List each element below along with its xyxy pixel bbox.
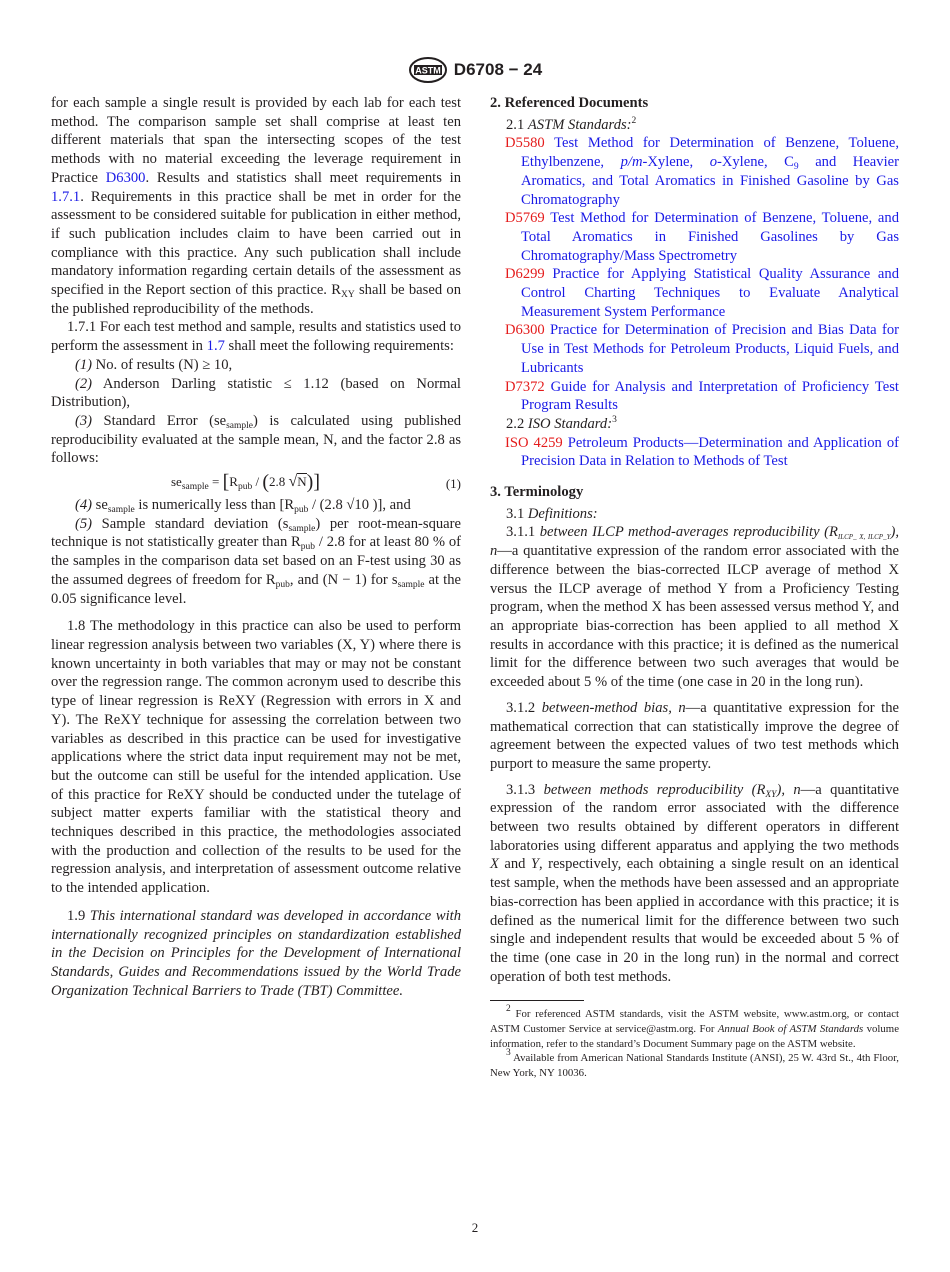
requirement-2: (2) Anderson Darling statistic ≤ 1.12 (based on Normal Distribution), — [51, 375, 461, 411]
paragraph-1-8: 1.8 The methodology in this practice can also be used to perform linear regression analysis between two variables (X, Y) where there is known uncertainty in both variables that may or may not be constant over the regression range. The common acronym used to describe this type of linear regression is ReXY (Regression with errors in X and Y). The ReXY technique for assessing the correlation between two variables as described in this practice can be used for investigative applications where the strict data input requirement may not be met, but the outcome can still be useful for the intended application. Use of this practice for ReXY should be conducted under the tutelage of subject matter experts familiar with the statistical theory and techniques described in this practice, the methodologies associated with the production and collection of the results to be used for the regression analysis, and interpretation of assessment outcome relative to the intended application. — [51, 618, 461, 897]
reference-d6300[interactable]: D6300 Practice for Determination of Precision and Bias Data for Use in Test Methods for Petroleum Products, Liquid Fuels, and Lubricants — [505, 322, 899, 376]
document-designation: D6708 − 24 — [453, 60, 543, 79]
reference-d6299[interactable]: D6299 Practice for Applying Statistical Quality Assurance and Control Charting Techniques to Evaluate Analytical Measurement System Performance — [505, 266, 899, 320]
reference-d7372[interactable]: D7372 Guide for Analysis and Interpretation of Proficiency Test Program Results — [505, 378, 899, 414]
subsection-2-2: 2.2 ISO Standard:$^3$ — [506, 414, 617, 432]
page-header — [0, 55, 950, 85]
reference-iso-4259[interactable]: ISO 4259 Petroleum Products—Determination and Application of Precision Data in Relation to Methods of Test — [505, 434, 900, 470]
section-3-heading: 3. Terminology — [490, 484, 584, 501]
footnote-3: $^3$ Available from American National Standards Institute (ANSI), 25 W. 43rd St., 4th Floor, New York, NY 10036. — [490, 1048, 899, 1079]
svg-text:ASTM: ASTM — [415, 65, 441, 76]
section-2-heading: 2. Referenced Documents — [490, 95, 649, 111]
definition-3-1-1: 3.1.1 between ILCP method-averages reproducibility $(R_{ILCP\_ X, ILCP\_Y})$, n—a quantitative expression of the random error associated with the difference between the bias-corrected ILCP average of method X versus the ILCP average of method Y from a Proficiency Testing program, when the method X has been assessed versus method Y, and an appropriate bias-correction has been applied to all method X results in accordance with this practice; it is defined as the numerical limit for the difference between two such averages that would be exceeded about 5 % of the time (one case in 20 in the long run). — [490, 524, 899, 691]
paragraph-1-9: 1.9 This international standard was developed in accordance with internationally recognized principles on standardization established in the Decision on Principles for the Development of International Standards, Guides and Recommendations issued by the World Trade Organization Technical Barriers to Trade (TBT) Committee. — [51, 907, 462, 999]
paragraph-1-7-continued: for each sample a single result is provided by each lab for each test method. The comparison sample set shall comprise at least ten different materials that span the intersecting scopes of the test methods with no material exceeding the leverage requirement in Practice D6300. Results and statistics shall meet requirements in 1.7.1. Requirements in this practice shall be met in order for the assessment to be considered suitable for publication in either method, if such publication includes claim to have been carried out in compliance with this practice. Any such publication shall include mandatory information regarding certain details of the assessment as specified in the Report section of this practice. $R_{XY}$ shall be based on the published reproducibility of the methods. — [51, 95, 461, 317]
link-1-7-1[interactable]: 1.7.1 — [51, 188, 81, 205]
left-column — [51, 94, 461, 1000]
right-column — [490, 94, 899, 1080]
equation-number: (1) — [445, 476, 461, 492]
page-number: 2 — [471, 1220, 479, 1235]
subsection-2-1: 2.1 ASTM Standards:$^2$ — [506, 115, 637, 133]
definition-3-1-3: 3.1.3 between methods reproducibility $(R_{XY})$, n—a quantitative expression of the random error associated with the difference between two results obtained by different operators in different laboratories using different apparatus and applying the two methods X and Y, respectively, each obtaining a single result on an identical test sample, when the methods have been assessed and an appropriate bias-correction has been applied in accordance with this practice; it is defined as the numerical limit for the difference between two such single and independent results that would be exceeded about 5 % of the time (one case in 20 in the long run) in the normal and correct operation of both test methods. — [490, 781, 899, 985]
equation-1 — [51, 472, 461, 496]
subsection-3-1: 3.1 Definitions: — [506, 505, 598, 522]
requirement-5: (5) Sample standard deviation $(s_{sample})$ per root-mean-square technique is not statistically greater than $R_{pub} / 2.8$ for at least 80 % of the samples in the comparison data set based on an F-test using 30 as the assumed degrees of freedom for $R_{pub}$, and (N − 1) for $s_{sample}$ at the 0.05 significance level. — [51, 515, 461, 607]
reference-d5769[interactable]: D5769 Test Method for Determination of Benzene, Toluene, and Total Aromatics in Finished Gasolines by Gas Chromatography/Mass Spectrometry — [505, 210, 899, 264]
requirement-1: (1) No. of results (N) ≥ 10, — [75, 356, 233, 373]
requirement-3: (3) Standard Error $(se_{sample})$ is calculated using published reproducibility evaluated at the sample mean, N, and the factor 2.8 as follows: — [51, 412, 461, 467]
paragraph-1-7-1: 1.7.1 For each test method and sample, results and statistics used to perform the assessment in 1.7 shall meet the following requirements: — [51, 319, 461, 355]
link-1-7[interactable]: 1.7 — [206, 338, 225, 355]
definition-3-1-2: 3.1.2 between-method bias, n—a quantitative expression for the mathematical correction that can statistically improve the degree of agreement between the expected values of two test methods which purport to measure the same property. — [490, 699, 899, 772]
link-d6300[interactable]: D6300 — [105, 169, 146, 186]
astm-logo — [408, 56, 448, 84]
equation-body: $se_{sample} = [R_{pub} / (2.8$ √N)] — [171, 471, 321, 494]
footnote-2: $^2$ For referenced ASTM standards, visit the ASTM website, www.astm.org, or contact ASTM Customer Service at service@astm.org. For Annual Book of ASTM Standards volume information, refer to the standard’s Document Summary page on the ASTM website. — [490, 1004, 899, 1050]
requirement-4: (4) $se_{sample}$ is numerically less than [$R_{pub} / (2.8$ √10 )], and — [75, 497, 411, 516]
reference-d5580[interactable]: D5580 Test Method for Determination of Benzene, Toluene, Ethylbenzene, p/m-Xylene, o-Xylene, $C_9$ and Heavier Aromatics, and Total Aromatics in Finished Gasoline by Gas Chromatography — [505, 135, 899, 208]
footnote-divider — [490, 1000, 584, 1001]
